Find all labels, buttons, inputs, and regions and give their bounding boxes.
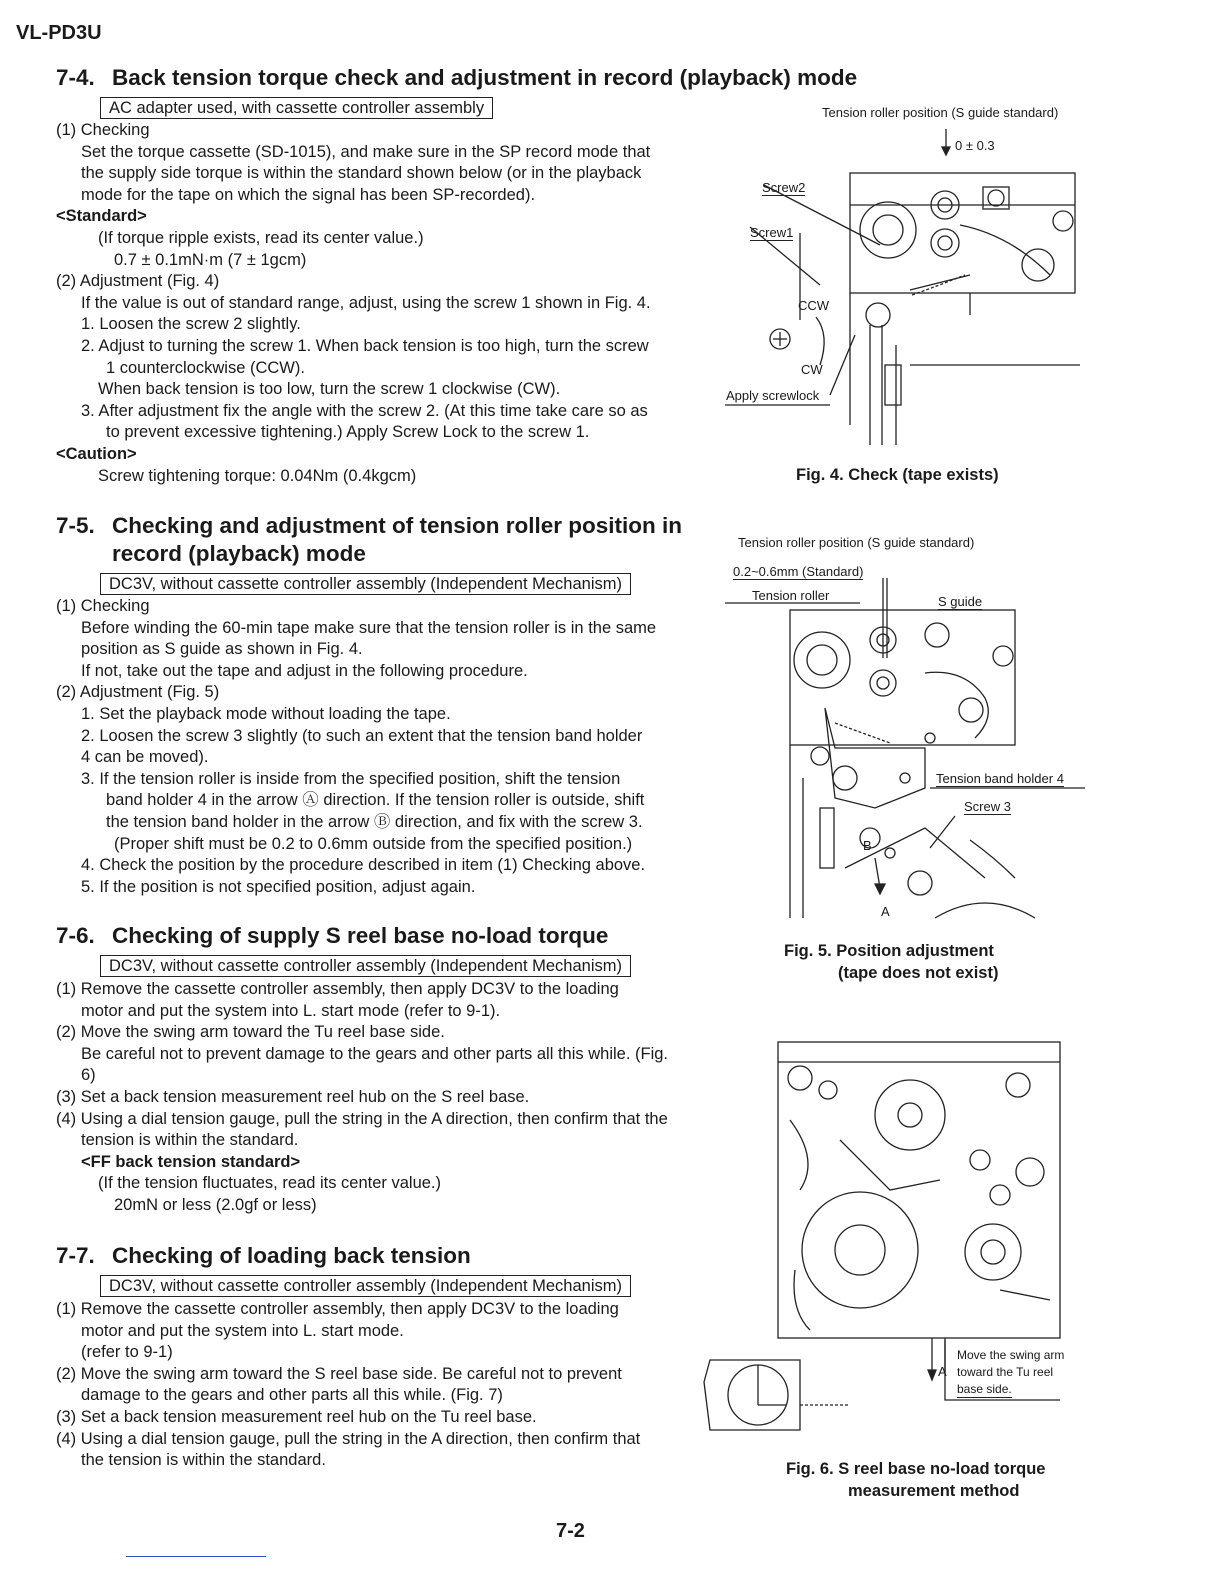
section-title: Checking of supply S reel base no-load torque: [112, 923, 609, 948]
section-7-7-heading: [56, 1242, 471, 1270]
text-line: If not, take out the tape and adjust in the following procedure.: [81, 661, 528, 680]
text-line: 4. Check the position by the procedure described in item (1) Checking above.: [81, 856, 646, 875]
fig5-top-label: Tension roller position (S guide standard): [738, 535, 975, 550]
fig4-screw2-label: Screw2: [762, 180, 806, 195]
text-line: the supply side torque is within the standard shown below (or in the playback: [81, 164, 642, 183]
text-line: <FF back tension standard>: [81, 1152, 301, 1171]
text-line: the tension band holder in the arrow Ⓑ direction, and fix with the screw 3.: [106, 812, 643, 831]
text-line: mode for the tape on which the signal has been SP-recorded).: [81, 185, 536, 204]
fig4-caption: Fig. 4. Check (tape exists): [796, 466, 999, 484]
condition-box: DC3V, without cassette controller assembly (Independent Mechanism): [100, 1275, 631, 1297]
text-line: Be careful not to prevent damage to the gears and other parts all this while. (Fig.: [81, 1044, 668, 1063]
text-line: (1) Remove the cassette controller assembly, then apply DC3V to the loading: [56, 1300, 619, 1318]
text-line: (4) Using a dial tension gauge, pull the string in the A direction, then confirm that the: [56, 1109, 668, 1128]
section-title: Checking of loading back tension: [112, 1243, 471, 1268]
text-line: <Standard>: [56, 207, 147, 226]
fig5-mark-b: B: [863, 838, 872, 853]
text-line: (2) Adjustment (Fig. 4): [56, 272, 220, 291]
text-line: (Proper shift must be 0.2 to 0.6mm outside from the specified position.): [114, 834, 633, 853]
text-line: 20mN or less (2.0gf or less): [114, 1195, 317, 1214]
footer-rule: [126, 1556, 266, 1557]
model-name: VL-PD3U: [16, 22, 102, 44]
text-line: (refer to 9-1): [81, 1343, 173, 1362]
fig4-lock-label: Apply screwlock: [726, 388, 820, 403]
text-line: 1. Loosen the screw 2 slightly.: [81, 315, 301, 334]
text-line: 2. Adjust to turning the screw 1. When back tension is too high, turn the screw: [81, 336, 649, 355]
text-line: (If torque ripple exists, read its center value.): [98, 228, 424, 247]
fig4-cw-label: CW: [801, 362, 823, 377]
condition-box: AC adapter used, with cassette controller assembly: [100, 97, 493, 119]
text-line: 6): [81, 1066, 96, 1085]
text-line: 1 counterclockwise (CCW).: [106, 358, 305, 377]
fig6-note-line-2: toward the Tu reel: [957, 1365, 1054, 1379]
fig4-top-label: Tension roller position (S guide standard): [822, 105, 1059, 120]
text-line: (4) Using a dial tension gauge, pull the string in the A direction, then confirm that: [56, 1429, 641, 1448]
fig5-mechanism-drawing: [725, 578, 1085, 920]
fig4-ccw-label: CCW: [798, 298, 830, 313]
fig5-std-label: 0.2~0.6mm (Standard): [733, 564, 864, 579]
fig6-note-line-3: base side.: [957, 1382, 1012, 1396]
section-7-5-body: [56, 596, 706, 898]
section-title-cont: record (playback) mode: [112, 541, 366, 566]
text-line: Before winding the 60-min tape make sure that the tension roller is in the same: [81, 618, 657, 637]
fig6-caption-1: Fig. 6. S reel base no-load torque: [786, 1460, 1046, 1478]
text-line: to prevent excessive tightening.) Apply Screw Lock to the screw 1.: [106, 423, 590, 442]
section-number: 7-6.: [56, 923, 95, 948]
fig5-caption-1: Fig. 5. Position adjustment: [784, 942, 994, 960]
section-number: 7-5.: [56, 513, 95, 538]
text-line: (If the tension fluctuates, read its center value.): [98, 1174, 442, 1193]
text-line: position as S guide as shown in Fig. 4.: [81, 640, 363, 659]
text-line: (3) Set a back tension measurement reel hub on the S reel base.: [56, 1087, 530, 1106]
text-line: (1) Remove the cassette controller assembly, then apply DC3V to the loading: [56, 980, 619, 998]
text-line: 4 can be moved).: [81, 748, 209, 767]
fig4-tolerance: 0 ± 0.3: [955, 138, 995, 153]
text-line: 1. Set the playback mode without loading the tape.: [81, 704, 451, 723]
fig5-roller-label: Tension roller: [752, 588, 830, 603]
fig5-holder-label: Tension band holder 4: [936, 771, 1064, 786]
text-line: (1) Checking: [56, 121, 150, 139]
fig5-mark-a: A: [881, 904, 890, 919]
section-title: Back tension torque check and adjustment in record (playback) mode: [112, 65, 858, 90]
text-line: motor and put the system into L. start mode (refer to 9-1).: [81, 1001, 501, 1020]
section-7-6-body: [56, 979, 716, 1217]
text-line: motor and put the system into L. start mode.: [81, 1321, 404, 1340]
section-number: 7-7.: [56, 1243, 95, 1268]
text-line: <Caution>: [56, 444, 137, 463]
text-line: (2) Move the swing arm toward the S reel base side. Be careful not to prevent: [56, 1364, 622, 1383]
text-line: If the value is out of standard range, adjust, using the screw 1 shown in Fig. 4.: [81, 293, 651, 312]
fig5-caption-2: (tape does not exist): [838, 964, 999, 982]
section-7-5-heading: [56, 512, 682, 568]
fig6-note-line-1: Move the swing arm: [957, 1348, 1065, 1362]
text-line: (2) Move the swing arm toward the Tu reel base side.: [56, 1023, 445, 1042]
text-line: 3. If the tension roller is inside from the specified position, shift the tension: [81, 769, 621, 788]
text-line: band holder 4 in the arrow Ⓐ direction. If the tension roller is outside, shift: [106, 791, 645, 810]
page-number: 7-2: [556, 1520, 585, 1542]
section-7-4-heading: [56, 64, 857, 92]
text-line: 5. If the position is not specified position, adjust again.: [81, 877, 476, 896]
text-line: Set the torque cassette (SD-1015), and make sure in the SP record mode that: [81, 142, 651, 161]
fig4-screw1-label: Screw1: [750, 225, 794, 240]
fig5-sguide-label: S guide: [938, 594, 983, 609]
text-line: Screw tightening torque: 0.04Nm (0.4kgcm): [98, 466, 417, 485]
text-line: (1) Checking: [56, 597, 150, 615]
text-line: (3) Set a back tension measurement reel hub on the Tu reel base.: [56, 1407, 537, 1426]
text-line: (2) Adjustment (Fig. 5): [56, 683, 220, 702]
fig4-mechanism-drawing: [720, 125, 1080, 455]
fig5-screw3-label: Screw 3: [964, 799, 1011, 814]
section-7-7-body: [56, 1299, 706, 1472]
condition-box: DC3V, without cassette controller assembly (Independent Mechanism): [100, 573, 631, 595]
section-7-4-body: [56, 120, 706, 487]
fig6-mechanism-drawing: [700, 1040, 1070, 1460]
text-line: damage to the gears and other parts all this while. (Fig. 7): [81, 1386, 503, 1405]
text-line: tension is within the standard.: [81, 1131, 299, 1150]
text-line: 3. After adjustment fix the angle with the screw 2. (At this time take care so as: [81, 401, 648, 420]
section-title: Checking and adjustment of tension roller position in: [112, 513, 683, 538]
section-7-6-heading: [56, 922, 608, 950]
section-number: 7-4.: [56, 65, 95, 90]
text-line: 2. Loosen the screw 3 slightly (to such an extent that the tension band holder: [81, 726, 643, 745]
fig6-caption-2: measurement method: [848, 1482, 1020, 1500]
fig6-arrow-a-label: A: [938, 1364, 947, 1379]
text-line: When back tension is too low, turn the screw 1 clockwise (CW).: [98, 380, 561, 399]
text-line: the tension is within the standard.: [81, 1451, 326, 1470]
text-line: 0.7 ± 0.1mN·m (7 ± 1gcm): [114, 250, 307, 269]
condition-box: DC3V, without cassette controller assembly (Independent Mechanism): [100, 955, 631, 977]
